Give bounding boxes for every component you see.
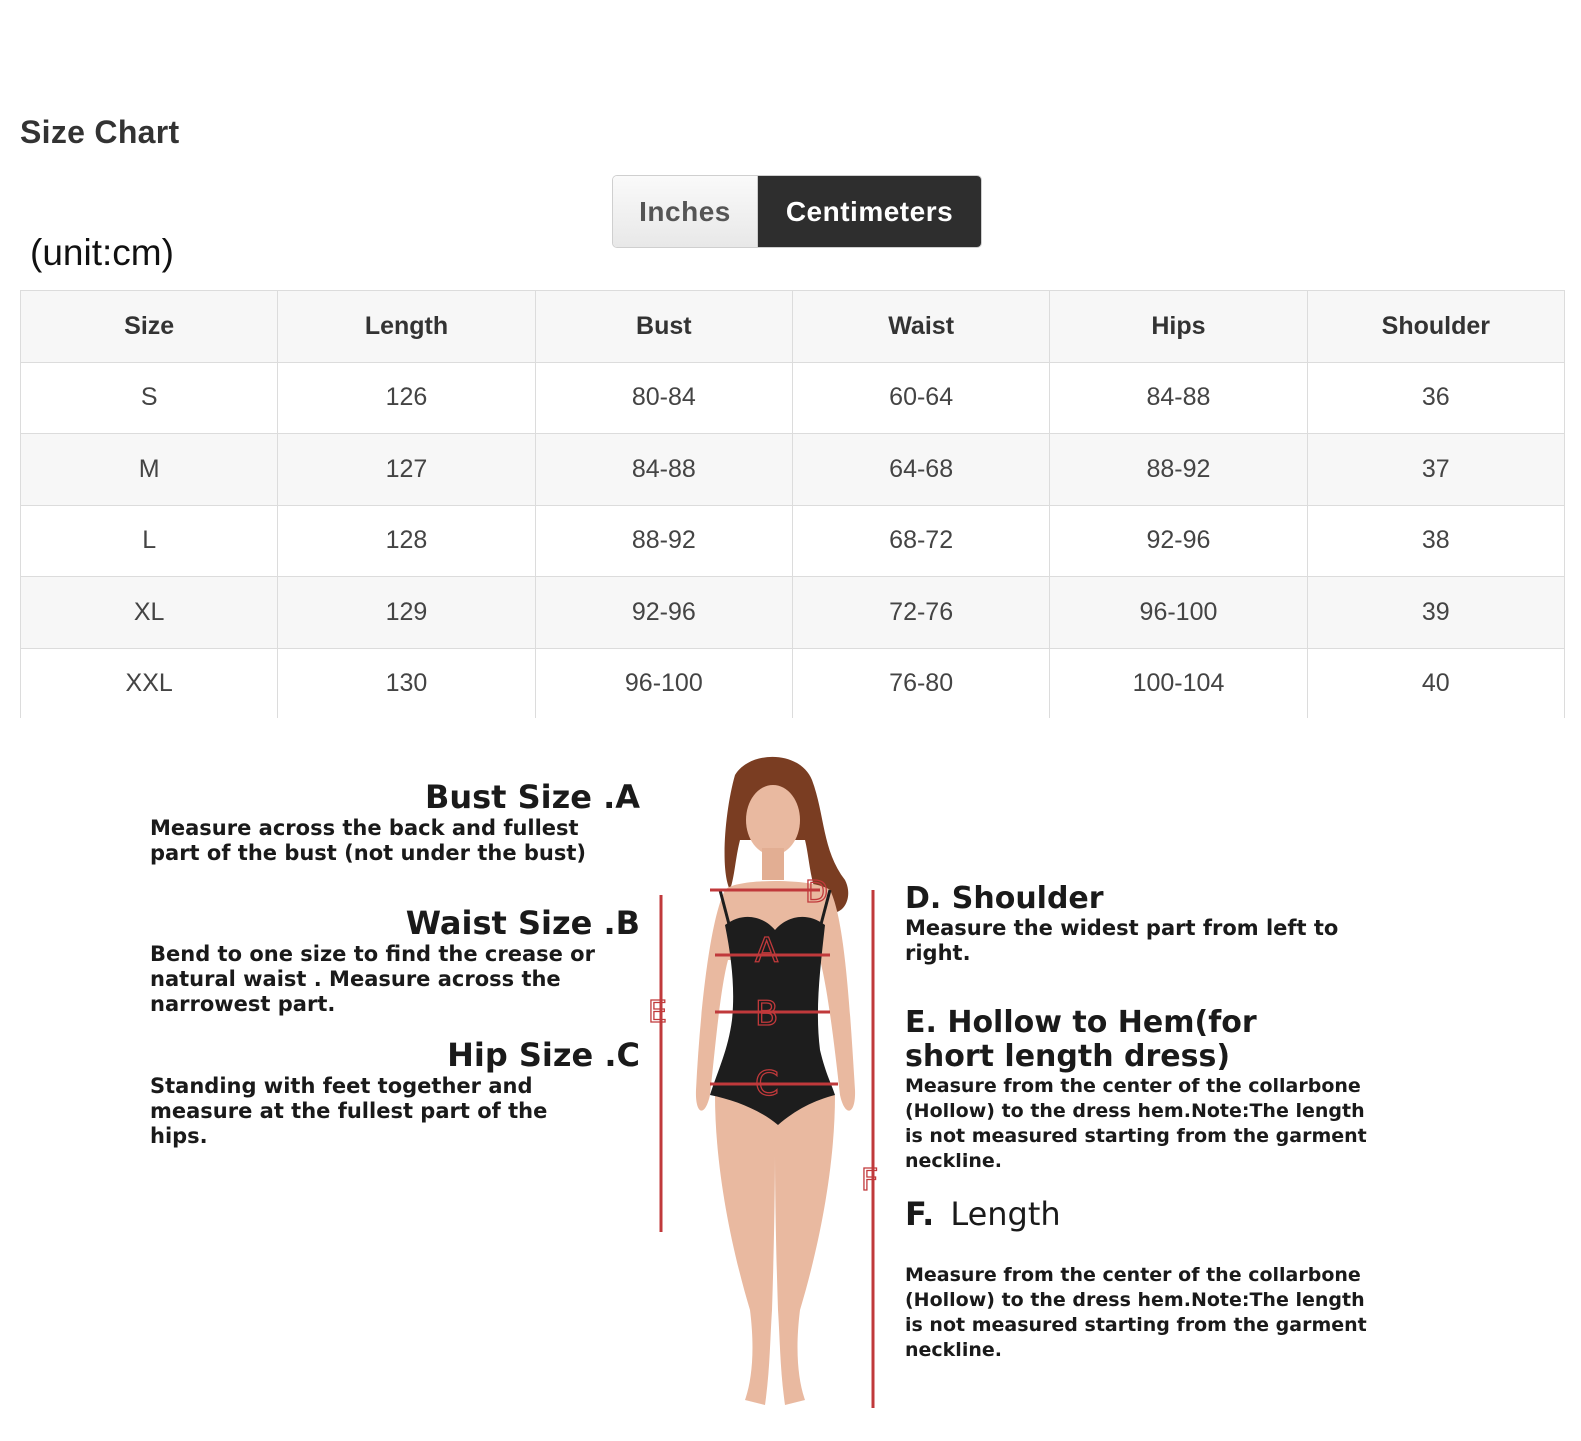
title-line: E. Hollow to Hem(for [905, 1005, 1257, 1040]
column-header: Waist [792, 291, 1049, 363]
table-cell: XL [21, 577, 278, 649]
hip-title: Hip Size .C [447, 1036, 640, 1074]
table-cell: 88-92 [535, 505, 792, 577]
table-cell: 92-96 [1050, 505, 1307, 577]
desc-line: Measure from the center of the collarbone [905, 1264, 1361, 1286]
table-cell: 80-84 [535, 362, 792, 434]
desc-line: Bend to one size to find the crease or [150, 942, 595, 966]
label-b: B [755, 994, 779, 1034]
table-cell: 128 [278, 505, 535, 577]
table-cell: 64-68 [792, 434, 1049, 506]
table-header-row [21, 291, 1565, 363]
desc-line: is not measured starting from the garment [905, 1125, 1367, 1147]
bust-description [150, 816, 640, 866]
table-cell: 40 [1307, 648, 1564, 718]
table-row [21, 434, 1565, 506]
shoulder-guide [905, 882, 1405, 966]
desc-line: natural waist . Measure across the [150, 967, 561, 991]
column-header: Shoulder [1307, 291, 1564, 363]
table-cell: 130 [278, 648, 535, 718]
tab-centimeters[interactable]: Centimeters [758, 176, 981, 247]
table-cell: 37 [1307, 434, 1564, 506]
table-cell: 127 [278, 434, 535, 506]
desc-line: is not measured starting from the garment [905, 1314, 1367, 1336]
shoulder-title: D. Shoulder [905, 881, 1104, 916]
desc-line: hips. [150, 1124, 208, 1148]
measurement-guide [0, 730, 1581, 1430]
size-table [20, 290, 1565, 718]
hollow-to-hem-guide [905, 1006, 1405, 1174]
table-cell: 100-104 [1050, 648, 1307, 718]
table-cell: S [21, 362, 278, 434]
waist-description [150, 942, 640, 1017]
label-e: E [648, 995, 667, 1030]
table-cell: 126 [278, 362, 535, 434]
hollow-to-hem-description [905, 1074, 1405, 1174]
table-cell: 39 [1307, 577, 1564, 649]
length-heading [905, 1195, 1405, 1233]
neck-shape [762, 848, 784, 880]
table-cell: 72-76 [792, 577, 1049, 649]
waist-title: Waist Size .B [405, 904, 640, 942]
table-row [21, 362, 1565, 434]
desc-line: (Hollow) to the dress hem.Note:The length [905, 1289, 1365, 1311]
bust-title: Bust Size .A [424, 778, 640, 816]
table-cell: 88-92 [1050, 434, 1307, 506]
shoulder-description [905, 916, 1405, 966]
waist-guide [150, 904, 640, 1017]
desc-line: right. [905, 941, 971, 965]
desc-line: neckline. [905, 1150, 1002, 1172]
desc-line: Measure from the center of the collarbone [905, 1075, 1361, 1097]
table-cell: 84-88 [1050, 362, 1307, 434]
bust-guide [150, 778, 640, 866]
table-row [21, 505, 1565, 577]
title-line: short length dress) [905, 1039, 1231, 1074]
desc-line: Measure the widest part from left to [905, 916, 1339, 940]
tab-inches[interactable]: Inches [613, 176, 758, 247]
face-shape [746, 785, 800, 855]
hip-description [150, 1074, 640, 1149]
column-header: Length [278, 291, 535, 363]
label-a: A [755, 931, 779, 971]
desc-line: Measure across the back and fullest [150, 816, 579, 840]
table-cell: 36 [1307, 362, 1564, 434]
desc-line: narrowest part. [150, 992, 336, 1016]
label-d: D [805, 875, 829, 910]
label-c: C [755, 1064, 779, 1104]
unit-note: (unit:cm) [30, 232, 174, 273]
table-cell: 76-80 [792, 648, 1049, 718]
table-cell: 129 [278, 577, 535, 649]
desc-line: (Hollow) to the dress hem.Note:The length [905, 1100, 1365, 1122]
table-cell: 38 [1307, 505, 1564, 577]
size-table-container [20, 290, 1565, 718]
desc-line: neckline. [905, 1339, 1002, 1361]
table-cell: M [21, 434, 278, 506]
column-header: Hips [1050, 291, 1307, 363]
table-row [21, 648, 1565, 718]
table-cell: 96-100 [535, 648, 792, 718]
column-header: Bust [535, 291, 792, 363]
table-cell: L [21, 505, 278, 577]
unit-toggle [612, 175, 982, 248]
desc-line: part of the bust (not under the bust) [150, 841, 586, 865]
table-row [21, 577, 1565, 649]
length-title: Length [950, 1195, 1061, 1233]
length-description [905, 1263, 1405, 1363]
page-title: Size Chart [20, 114, 180, 150]
hip-guide [150, 1036, 640, 1149]
legs-shape [715, 1091, 835, 1405]
column-header: Size [21, 291, 278, 363]
desc-line: Standing with feet together and [150, 1074, 533, 1098]
table-cell: XXL [21, 648, 278, 718]
table-cell: 96-100 [1050, 577, 1307, 649]
table-cell: 68-72 [792, 505, 1049, 577]
hollow-to-hem-title [905, 1006, 1405, 1074]
table-cell: 84-88 [535, 434, 792, 506]
body-figure-illustration [640, 750, 890, 1415]
table-cell: 92-96 [535, 577, 792, 649]
length-letter: F. [905, 1195, 935, 1233]
desc-line: measure at the fullest part of the [150, 1099, 548, 1123]
table-cell: 60-64 [792, 362, 1049, 434]
label-f: F [861, 1163, 879, 1198]
